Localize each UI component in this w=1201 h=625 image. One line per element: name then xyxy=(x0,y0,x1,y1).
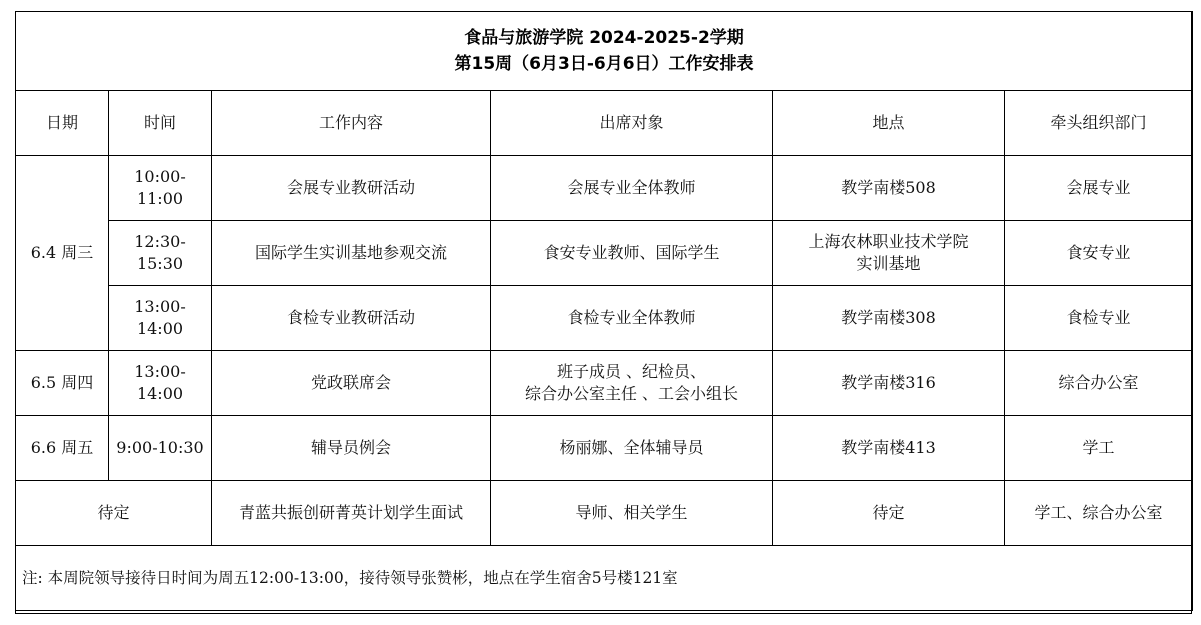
location-line: 上海农林职业技术学院 xyxy=(808,232,969,251)
attendees-cell: 食安专业教师、国际学生 xyxy=(491,221,773,286)
table-row xyxy=(16,416,1193,481)
note-text: 注: 本周院领导接待日时间为周五12:00-13:00，接待领导张赞彬，地点在学生宿舍5号楼121室 xyxy=(16,546,1193,611)
department-cell: 食检专业 xyxy=(1005,286,1193,351)
time-cell: 13:00-14:00 xyxy=(109,351,212,416)
table-title xyxy=(16,12,1193,91)
attendees-cell: 食检专业全体教师 xyxy=(491,286,773,351)
location-cell: 教学南楼316 xyxy=(773,351,1005,416)
table-row xyxy=(16,481,1193,546)
table-row xyxy=(16,156,1193,221)
content-cell: 国际学生实训基地参观交流 xyxy=(212,221,491,286)
attendees-line: 综合办公室主任 、工会小组长 xyxy=(524,384,739,403)
header-location: 地点 xyxy=(773,91,1005,156)
date-cell: 6.5 周四 xyxy=(16,351,109,416)
title-line-1: 食品与旅游学院 2024-2025-2学期 xyxy=(464,28,744,48)
location-cell: 教学南楼508 xyxy=(773,156,1005,221)
content-cell: 会展专业教研活动 xyxy=(212,156,491,221)
department-cell: 会展专业 xyxy=(1005,156,1193,221)
header-department: 牵头组织部门 xyxy=(1005,91,1193,156)
location-cell xyxy=(773,221,1005,286)
time-cell: 9:00-10:30 xyxy=(109,416,212,481)
header-time: 时间 xyxy=(109,91,212,156)
location-cell: 教学南楼413 xyxy=(773,416,1005,481)
location-line: 实训基地 xyxy=(856,254,921,273)
attendees-cell: 导师、相关学生 xyxy=(491,481,773,546)
time-cell: 12:30-15:30 xyxy=(109,221,212,286)
header-row xyxy=(16,91,1193,156)
date-cell: 6.6 周五 xyxy=(16,416,109,481)
content-cell: 食检专业教研活动 xyxy=(212,286,491,351)
datetime-cell: 待定 xyxy=(16,481,212,546)
department-cell: 综合办公室 xyxy=(1005,351,1193,416)
table-row xyxy=(16,286,1193,351)
attendees-cell xyxy=(491,351,773,416)
time-cell: 13:00-14:00 xyxy=(109,286,212,351)
note-row xyxy=(16,546,1193,611)
work-schedule-table xyxy=(15,11,1193,611)
header-date: 日期 xyxy=(16,91,109,156)
department-cell: 食安专业 xyxy=(1005,221,1193,286)
time-cell: 10:00-11:00 xyxy=(109,156,212,221)
content-cell: 青蓝共振创研菁英计划学生面试 xyxy=(212,481,491,546)
attendees-cell: 会展专业全体教师 xyxy=(491,156,773,221)
content-cell: 党政联席会 xyxy=(212,351,491,416)
attendees-cell: 杨丽娜、全体辅导员 xyxy=(491,416,773,481)
title-line-2: 第15周（6月3日-6月6日）工作安排表 xyxy=(454,54,754,74)
header-attendees: 出席对象 xyxy=(491,91,773,156)
table-row xyxy=(16,221,1193,286)
attendees-line: 班子成员 、纪检员、 xyxy=(556,362,707,381)
department-cell: 学工、综合办公室 xyxy=(1005,481,1193,546)
location-cell: 教学南楼308 xyxy=(773,286,1005,351)
location-cell: 待定 xyxy=(773,481,1005,546)
header-content: 工作内容 xyxy=(212,91,491,156)
content-cell: 辅导员例会 xyxy=(212,416,491,481)
date-cell: 6.4 周三 xyxy=(16,156,109,351)
department-cell: 学工 xyxy=(1005,416,1193,481)
table-row xyxy=(16,351,1193,416)
